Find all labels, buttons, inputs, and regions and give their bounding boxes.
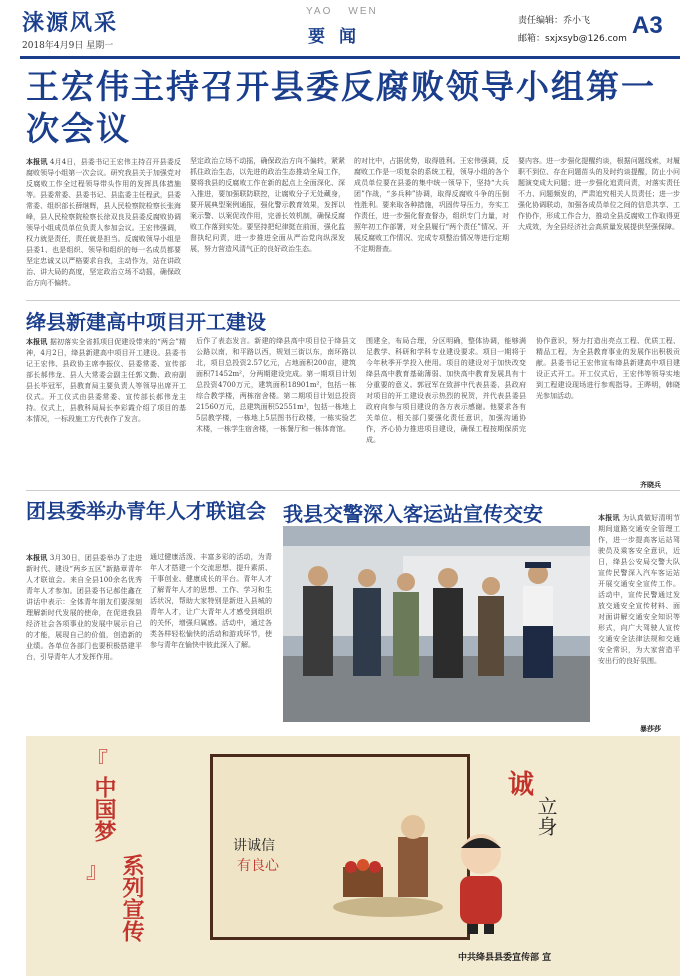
slogan-1: 讲诚信 (233, 838, 275, 854)
article4-col1 (598, 512, 680, 722)
traffic-police-photo (283, 526, 590, 722)
slogan-2: 有良心 (237, 858, 279, 874)
editor-info (518, 12, 627, 48)
issue-date: 2018年4月9日 星期一 (22, 41, 114, 51)
article1-col1 (26, 156, 181, 296)
series-text-2: 系列宣传 (119, 854, 144, 942)
article1-col4: 要内容。进一步强化提醒约谈，根据问题线索，对履职不到位、存在问题苗头的及时约谈提醒，防止小问题演变成大问题；进一步强化追责问责，对落实责任不力、问题频发的，严肃追究相关人员责任；进一步强化协调联动，加强各成员单位之间的信息共享、工作协作，形成工作合力，推动全县反腐败工作取得更大成效，为全县经济社会高质量发展提供坚强保障。 (518, 157, 680, 231)
article4-signature: 暴莎莎 (640, 724, 661, 733)
article2-col2: 后作了表态发言。新建的绛县高中项目位于绛县文公路以南，和平路以西，规划三街以东，南环路以北，项目总投资2.57亿元，占地面积200亩，建筑面积71452m²，分两期建设完成。第一期项目计划总投资4700万元，建筑面积18901m²，包括一栋综合教学楼，两栋宿舍楼。第二期项目计划总投资21560万元，总建筑面积52551m²，包括一栋地上5层教学楼，一栋地上5层图书行政楼，一栋实验艺术楼，一栋学生宿舍楼，一栋餐厅和一栋体育馆。 (196, 337, 356, 433)
doll-illustration (446, 826, 516, 936)
picture-frame (210, 754, 470, 940)
page-number: A3 (632, 12, 663, 39)
masthead (0, 0, 700, 58)
photo-illustration (283, 526, 590, 722)
honesty-character: 诚 (508, 770, 535, 800)
article1-lead: 本报讯 (26, 157, 48, 166)
divider-2 (26, 490, 680, 491)
article4-lead: 本报讯 (598, 513, 620, 522)
article4-col1-text: 为认真做好清明节期间道路交通安全管理工作，进一步提高客运站驾驶员及乘客安全意识，近日，绛县公安局交警大队宣传民警深入汽车客运站开展交通安全宣传工作。活动中，宣传民警通过发放交通安全宣传材料、面对面讲解交通安全知识等形式，向广大驾驶人宣传交通安全法律法规和交通安全常识，为大家营造平安出行的良好氛围。 (598, 514, 680, 665)
article1-col3: 的对比中，占据优势，取得胜利。王宏伟强调，反腐败工作是一项复杂的系统工程，领导小组的各个成员单位要在县委的集中统一领导下，坚持“大兵团”作战，“多兵种”协调，取得反腐败斗争的压倒性胜利。要来取各种措施，巩固传导压力，夯实工作责任，进一步强化督查督办，组织专门力量，对照年初工作部署，对全县履行“两个责任”情况、开展反腐败工作情况、完成专项整治情况等进行定期不定期督查。 (354, 157, 509, 253)
article2-headline: 绛县新建高中项目开工建设 (26, 310, 266, 334)
article1-col1-text: 4月4日，县委书记王宏伟主持召开县委反腐败领导小组第一次会议。研究我县关于加强党对反腐败工作全过程领导带头作用的发挥具体措施等。县委常委、县委书记、县监委主任程武，县委常委、组织部长薛继辉，县人民检察院检察长张海峰，县人民检察院检察长徐双良及县委反腐败协调领导小组成员单位负责人参加会议。王宏伟强调，权力就是责任，责任就是担当。反腐败领导小组是县委1、也是组织、领导和组织的每一名成员都要坚定忠诚又以严格要求自我，主动作为，站在讲政治、讲大局的高度，坚定政治立场不动摇，确保政治方向不偏转。 (26, 158, 181, 287)
article3-col1-text: 3月30日，团县委举办了走进新时代、建设“两乡五区”新路章青年人才联谊会。来自全县100余名优秀青年人才参加。团县委书记郝佳鑫在讲话中表示：全体青年朋友们要深刻理解新时代发展的使命，在促进我县经济社会各项事业的发展中展示自己的才能，展现自己的价值，创造新的业绩。各单位各部门也要积极搭建平台，引导青年人才发挥作用。 (26, 554, 142, 661)
article2-signature: 齐晓兵 (640, 480, 661, 489)
masthead-rule (20, 56, 680, 59)
article2-col1-text: 据初落实全省抓项目促建设带来的“两会”精神，4月2日，绛县新建高中项目开工建设。县委书记王宏伟、县政协主席李振仪、县委常委、宣传部部长郝伟龙、县人大常委会副主任郭文勤、政府副县长毕冠军，县教育局主要负责人等领导出席开工仪式。开工仪式由县委常委、宣传部长郝伟龙主持。仪式上，县教科局局长李彩霞介绍了项目的基本情况，一标段施工方代表作了发言。 (26, 338, 186, 423)
section-latin-2: WEN (348, 6, 378, 17)
section-title: 要闻 (308, 27, 370, 47)
article1-col2: 坚定政治立场不动摇，确保政治方向不偏转，紧紧抓住政治生态，以先进的政治生态推动全局工作，要将我县的反腐败工作在新的起点上全面深化、深入推进，要加强联防联控，让腐败分子无处藏身，要开展典型案例通报，强化警示教育效果，发挥以案示警、以案促改作用，完善长效机制，确保反腐败工作落到实处。要坚持把纪律挺在前面，强化监督执纪问责，进一步推进全面从严治党向纵深发展，努力营造风清气正的良好政治生态。 (190, 157, 345, 253)
newspaper-logo: 涞源风采 (22, 10, 119, 36)
article2-col3: 围建全，布局合理，分区明确，整体协调，能够满足教学、科研和学科专业建设要求。项目一期将于今年秋季开学投入使用。项目的建设对于加快改变绛县高中教育基础薄弱、加快高中教育发展具有十分重要的意义。郭冠军在致辞中代表县委、县政府对项目的开工建设表示热烈的祝贺，并代表县委县政府向参与项目建设的各方表示感谢。他要求各有关单位、相关部门要强化责任意识，加强沟通协作，齐心协力推进项目建设，确保工程按期保质完成。 (366, 337, 526, 444)
editor-line: 责任编辑：乔小飞 (518, 16, 591, 26)
article3-lead: 本报讯 (26, 553, 48, 562)
article3-col1 (26, 552, 142, 722)
section-latin-1: YAO (306, 6, 333, 17)
propaganda-banner (26, 736, 680, 976)
email-line: 邮箱：sxjxsyb@126.com (518, 34, 627, 44)
quote-open: 『 (86, 749, 109, 774)
series-text-1: 中国梦 (91, 776, 116, 842)
section-latin (306, 6, 378, 17)
banner-footer: 中共绛县县委宣传部 宣 (458, 953, 552, 963)
article2-col4: 协作意识，努力打造出亮点工程、优质工程、精品工程，为全县教育事业的发展作出积极贡献。县委书记王宏伟宣布绛县新建高中项目建设正式开工。开工仪式后，王宏伟等领导实地到工程建设现场进行参观指导。王晔明，韩晓光参加活动。 (536, 337, 680, 400)
article1-headline: 王宏伟主持召开县委反腐败领导小组第一次会议 (26, 67, 656, 148)
stand-characters: 立身 (534, 796, 558, 836)
divider-1 (26, 300, 680, 301)
figurine-illustration (323, 797, 453, 927)
article2-col1 (26, 336, 186, 486)
article4-headline: 我县交警深入客运站宣传交安 (283, 502, 543, 526)
quote-close: 』 (86, 859, 109, 884)
article3-headline: 团县委举办青年人才联谊会 (26, 499, 266, 523)
article3-col2: 通过健康活泼、丰富多彩的活动，为青年人才搭建一个交流思想、提升素质、干事创业、健康成长的平台。青年人才了解青年人才的思想、工作、学习和生活状况，帮助大家特别是新进入县城的青年人才，让广大青年人才感受到组织的关怀，增强归属感。活动中，通过各类各样轻松愉快的活动和游戏环节，使参与青年在愉快中彼此深入了解。 (150, 553, 272, 649)
article2-lead: 本报讯 (26, 337, 48, 346)
